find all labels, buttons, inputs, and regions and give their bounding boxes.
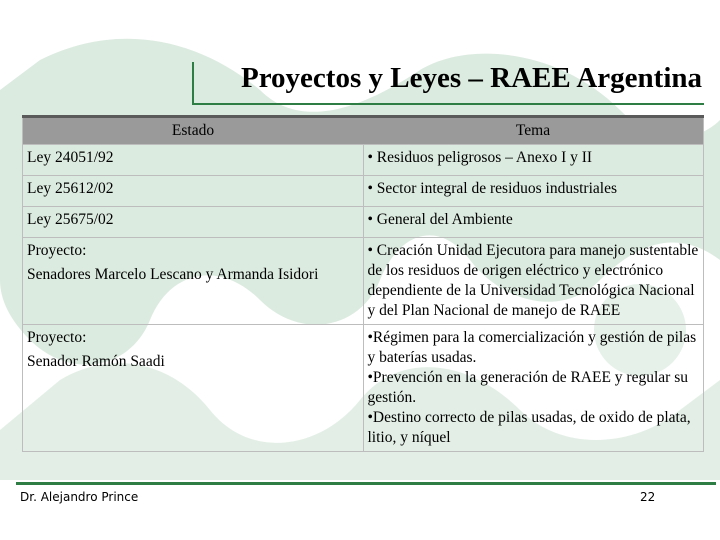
table-header-row bbox=[23, 117, 704, 145]
estado-line: Proyecto: bbox=[27, 329, 87, 346]
tema-line: •Régimen para la comercialización y gestión de pilas y baterías usadas. bbox=[367, 329, 697, 366]
header-tema: Tema bbox=[363, 117, 704, 145]
tema-cell bbox=[363, 145, 704, 176]
laws-table bbox=[22, 115, 704, 452]
estado-line: Senador Ramón Saadi bbox=[27, 353, 165, 370]
estado-line: Senadores Marcelo Lescano y Armanda Isidori bbox=[27, 266, 319, 283]
estado-line: Ley 25612/02 bbox=[27, 180, 114, 197]
tema-line: • Sector integral de residuos industriales bbox=[367, 180, 617, 197]
estado-cell bbox=[23, 238, 364, 325]
table-row bbox=[23, 207, 704, 238]
estado-line: Ley 25675/02 bbox=[27, 211, 114, 228]
table-row bbox=[23, 145, 704, 176]
estado-line: Proyecto: bbox=[27, 242, 87, 259]
title-bar bbox=[192, 62, 704, 105]
tema-cell bbox=[363, 325, 704, 452]
estado-cell bbox=[23, 325, 364, 452]
header-estado: Estado bbox=[23, 117, 364, 145]
tema-line: • Creación Unidad Ejecutora para manejo sustentable de los residuos de origen eléctrico y electrónico dependiente de la Universidad Tecnológica Nacional y del Plan Nacional de manejo de RAEE bbox=[367, 242, 699, 319]
tema-line: •Destino correcto de pilas usadas, de oxido de plata, litio, y níquel bbox=[367, 409, 691, 446]
table-row bbox=[23, 176, 704, 207]
tema-cell bbox=[363, 238, 704, 325]
estado-cell bbox=[23, 145, 364, 176]
footer-rule bbox=[16, 482, 716, 485]
page-number: 22 bbox=[640, 490, 656, 504]
estado-cell bbox=[23, 207, 364, 238]
estado-cell bbox=[23, 176, 364, 207]
author-label: Dr. Alejandro Prince bbox=[20, 490, 139, 504]
tema-line: • General del Ambiente bbox=[367, 211, 513, 228]
table-row bbox=[23, 238, 704, 325]
tema-line: • Residuos peligrosos – Anexo I y II bbox=[367, 149, 593, 166]
table-row bbox=[23, 325, 704, 452]
slide-title: Proyectos y Leyes – RAEE Argentina bbox=[241, 62, 702, 94]
tema-line: •Prevención en la generación de RAEE y regular su gestión. bbox=[367, 369, 688, 406]
tema-cell bbox=[363, 207, 704, 238]
estado-line: Ley 24051/92 bbox=[27, 149, 114, 166]
tema-cell bbox=[363, 176, 704, 207]
